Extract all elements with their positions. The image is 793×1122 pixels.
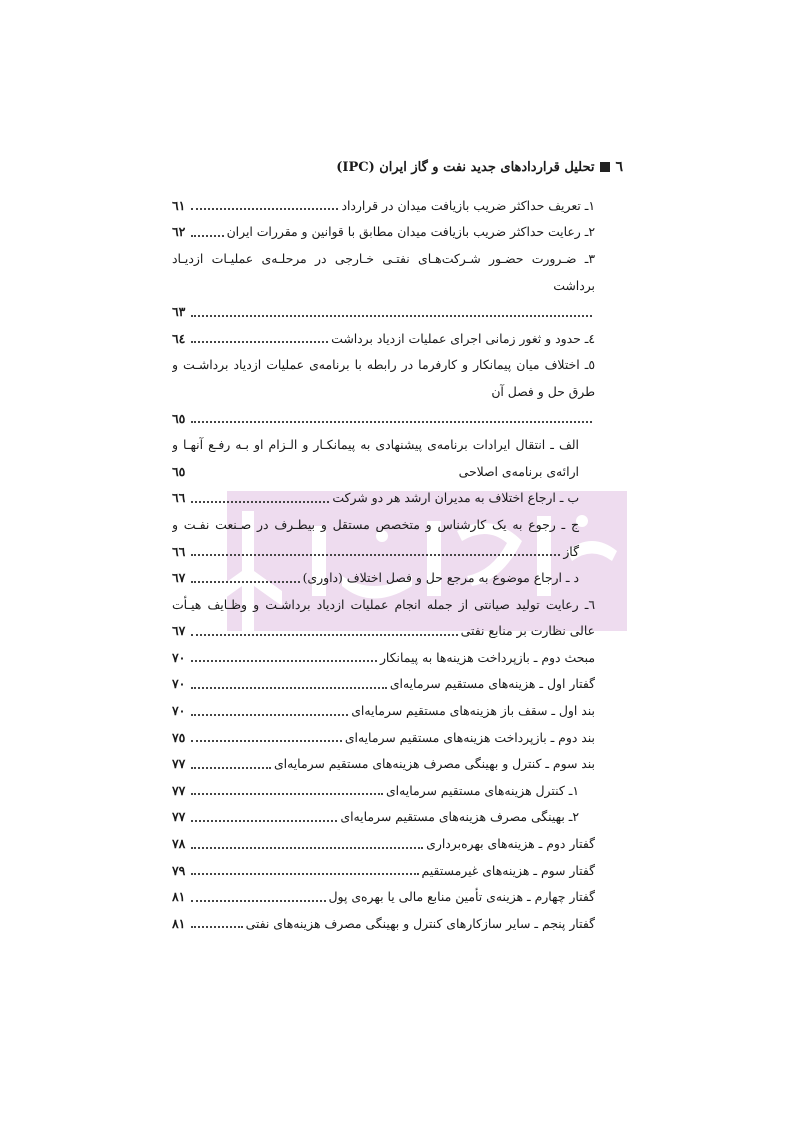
dot-leader [191,873,419,875]
toc-entry-text: گفتار چهارم ـ هزینه‌ی تأمین منابع مالی یا بهره‌ی پول [328,889,595,905]
toc-entry [172,564,595,591]
toc-entry-text: مبحث دوم ـ بازپرداخت هزینه‌ها به پیمانکار [379,649,595,665]
toc-entry [172,298,595,325]
toc-entry-text: ٣ـ ضـرورت حضـور شـرکت‌هـای نفتـی خـارجی در مرحلـه‌ی عملیـات ازدیـاد [172,250,595,266]
page-header [170,152,623,182]
toc-entry-text: گفتار اول ـ هزینه‌های مستقیم سرمایه‌ای [389,676,595,692]
dot-leader [191,900,326,902]
toc-entry [172,750,595,777]
toc-entry [172,857,595,884]
toc-entry-text: برداشت [553,277,595,293]
toc-entry-text: ١ـ کنترل هزینه‌های مستقیم سرمایه‌ای [385,782,579,798]
dot-leader [191,421,592,423]
toc-entry-page: ٨١ [172,889,186,905]
toc-entry [172,511,595,538]
toc-entry [172,618,595,645]
toc-entry-text: طرق حل و فصل آن [491,383,595,399]
dot-leader [191,820,337,822]
toc-entry-text: عالی نظارت بر منابع نفتی [460,623,595,639]
toc-entry-page: ٦٦ [172,490,186,506]
toc-entry-text: ٤ـ حدود و ثغور زمانی اجرای عملیات ازدیاد برداشت [331,330,595,346]
header-page-number: ٦ [615,159,623,175]
toc-entry-text: گفتار سوم ـ هزینه‌های غیرمستقیم [421,862,595,878]
dot-leader [191,847,423,849]
toc-entry-text: بند سوم ـ کنترل و بهینگی مصرف هزینه‌های مستقیم سرمایه‌ای [273,756,595,772]
toc-entry-text: ب ـ ارجاع اختلاف به مدیران ارشد هر دو شرکت [332,490,579,506]
toc-entry-page: ٦٦ [172,543,186,559]
toc-entry-page: ٦٥ [172,410,186,426]
toc-entry [172,192,595,219]
dot-leader [191,634,458,636]
dot-leader [191,926,243,928]
dot-leader [191,660,377,662]
toc-entry [172,485,595,512]
toc-entry-text: ٦ـ رعایت تولید صیانتی از جمله انجام عملیات ازدیاد برداشـت و وظـایف هیـأت [172,596,595,612]
toc-entry [172,431,595,458]
square-bullet-icon [600,162,610,172]
toc-entry [172,883,595,910]
dot-leader [191,581,300,583]
toc-entry [172,910,595,937]
toc-entry-text: گفتار پنجم ـ سایر سازکارهای کنترل و بهینگی مصرف هزینه‌های نفتی [245,915,595,931]
toc-entry-text: بند اول ـ سقف باز هزینه‌های مستقیم سرمایه‌ای [351,703,595,719]
toc-entry-page: ٨١ [172,915,186,931]
toc-entry-text: گفتار دوم ـ هزینه‌های بهره‌برداری [426,836,595,852]
toc-entry [172,538,595,565]
toc-entry-page: ٦١ [172,197,186,213]
toc-entry-page: ٦٧ [172,623,186,639]
toc-entry [172,352,595,379]
toc-entry-text: ٢ـ رعایت حداکثر ضریب بازیافت میدان مطابق با قوانین و مقررات ایران [226,224,595,240]
dot-leader [191,793,383,795]
toc-entry-text: ١ـ تعریف حداکثر ضریب بازیافت میدان در قرارداد [341,197,595,213]
toc-entry [172,405,595,432]
dot-leader [191,740,342,742]
toc-entry-page: ٦٥ [172,463,186,479]
toc-entry [172,458,595,485]
toc-entry-page: ٦٧ [172,570,186,586]
toc-entry [172,671,595,698]
toc-entry-page: ٧٠ [172,649,186,665]
toc-entry-text: ج ـ رجوع به یک کارشناس و متخصص مستقل و بیطـرف در صـنعت نفـت و [172,516,579,532]
toc-entry-page: ٧٠ [172,703,186,719]
toc-entry [172,591,595,618]
toc-entry-page: ٦٢ [172,224,186,240]
dot-leader [191,235,224,237]
toc-entry [172,245,595,272]
dot-leader [191,315,592,317]
toc-entry [172,724,595,751]
toc-entry [172,325,595,352]
dot-leader [191,341,328,343]
dot-leader [191,687,387,689]
toc-entry-page: ٧٩ [172,862,186,878]
toc-entry [172,272,595,299]
toc-entry-text: ٥ـ اختلاف میان پیمانکار و کارفرما در رابطه با برنامه‌ی عملیات ازدیاد برداشـت و [172,357,595,373]
toc-entry-page: ٧٧ [172,809,186,825]
dot-leader [191,501,329,503]
toc-entry-page: ٦٣ [172,304,186,320]
toc-entry [172,777,595,804]
toc-entry [172,804,595,831]
toc-entry-page: ٧٧ [172,756,186,772]
toc-entry-page: ٦٤ [172,330,186,346]
dot-leader [191,208,338,210]
dot-leader [191,554,560,556]
toc-entry-page: ٧٥ [172,729,186,745]
toc-entry [172,219,595,246]
toc-entry-text: الف ـ انتقال ایرادات برنامه‌ی پیشنهادی به پیمانکـار و الـزام او بـه رفـع آنهـا و [172,437,579,453]
toc-entry-page: ٧٨ [172,836,186,852]
dot-leader [191,714,348,716]
toc-entry-page: ٧٧ [172,782,186,798]
toc-entry-text: ٢ـ بهینگی مصرف هزینه‌های مستقیم سرمایه‌ای [340,809,579,825]
toc-entry-text: ارائه‌ی برنامه‌ی اصلاحی [458,463,579,479]
page-title: تحلیل قراردادهای جدید نفت و گاز ایران (IPC) [336,159,595,175]
toc-entry-text: بند دوم ـ بازپرداخت هزینه‌های مستقیم سرمایه‌ای [344,729,595,745]
toc-entry [172,378,595,405]
toc-entry [172,644,595,671]
toc-entry [172,697,595,724]
dot-leader [191,767,271,769]
table-of-contents [172,192,595,937]
toc-entry-text: د ـ ارجاع موضوع به مرجع حل و فصل اختلاف (داوری) [302,570,579,586]
toc-entry-text: گاز [563,543,579,559]
toc-entry-page: ٧٠ [172,676,186,692]
toc-entry [172,830,595,857]
